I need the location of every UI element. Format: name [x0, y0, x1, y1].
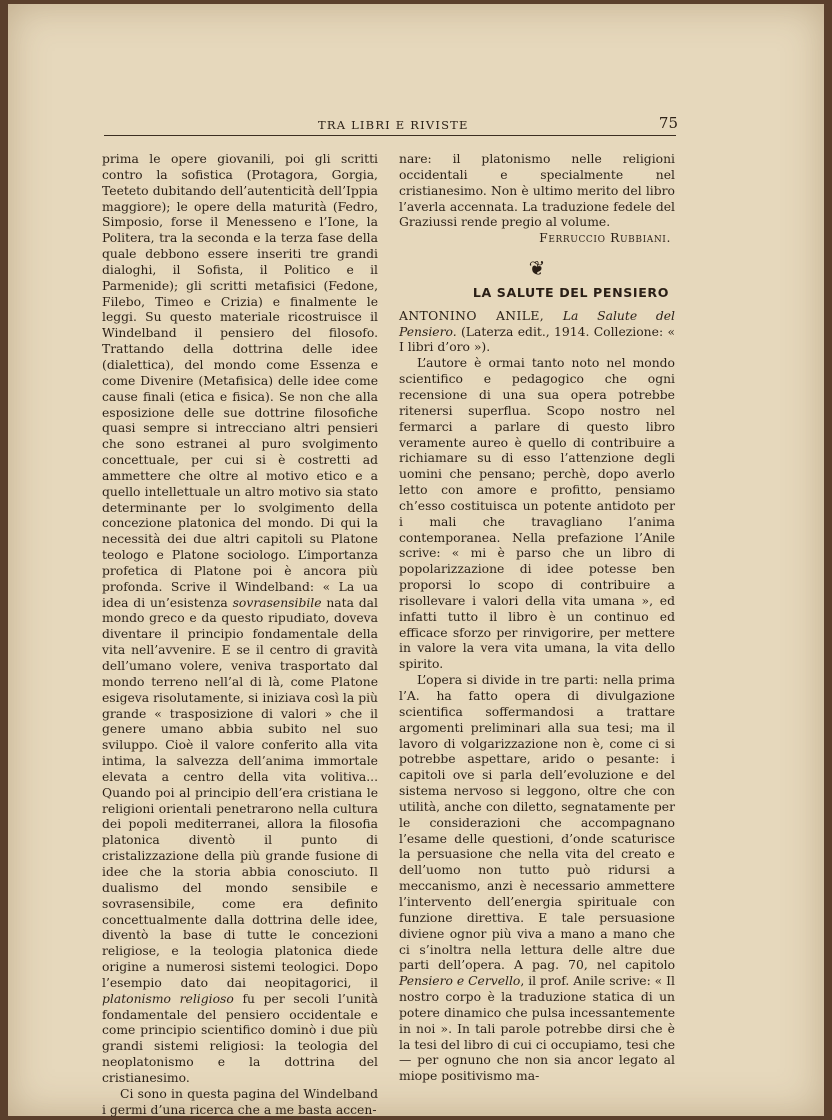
right-paragraph-2	[399, 673, 675, 1085]
page-number: 75	[658, 114, 678, 132]
header-title: TRA LIBRI E RIVISTE	[318, 118, 469, 132]
book-reference	[399, 309, 675, 357]
text-run: fu per secoli l’unità fondamentale del pensiero occidentale e come principio scientifico dominò i due più grandi sistemi religiosi: la teologia del neoplatonismo e la dottrina del cristianesimo.	[102, 991, 378, 1085]
text-run: prima le opere giovanili, poi gli scritti contro la sofistica (Protagora, Gorgia, Teeteto dubitando dell’autenticità dell’Ippia maggiore); le opere della maturità (Fedro, Simposio, forse il Menesseno e l’Ione, la Politera, tra la seconda e la terza fase della quale debbono essere inseriti tre grandi dialoghi, il Sofista, il Politico e il Parmenide); gli scritti metafisici (Fedone, Filebo, Timeo e Crizia) e finalmente le leggi. Su questo materiale ricostruisce il Windelband il pensiero del filosofo. Trattando della dottrina delle idee (dialettica), del mondo come Essenza e come Divenire (Metafisica) delle idee come cause finali (etica e fisica). Se non che alla esposizione delle sue dottrine filosofiche quasi sempre si intrecciano altri pensieri che sono estranei al puro svolgimento concettuale, per cui si è costretti ad ammettere che oltre al motivo etico e a quello intellettuale un altro motivo sia stato determinante per lo svolgimento della concezione platonica del mondo. Di qui la necessità dei due altri capitoli su Platone teologo e Platone sociologo. L’importanza profetica di Platone poi è ancora più profonda. Scrive il Windelband: « La ua idea di un’esistenza	[102, 152, 378, 610]
book-details: (Laterza edit., 1914. Collezione: « I libri d’oro »).	[399, 324, 675, 355]
italic-term: sovrasensibile	[232, 595, 322, 610]
italic-chapter-title: Pensiero e Cervello	[399, 974, 521, 989]
section-title: LA SALUTE DEL PENSIERO	[472, 284, 669, 300]
left-column	[102, 152, 378, 1118]
right-continuation: nare: il platonismo nelle religioni occidentali e specialmente nel cristianesimo. Non è ultimo merito del libro l’averla accennata. La traduzione fedele del Graziussi rende pregio al volume.	[399, 152, 675, 230]
right-paragraph-1: L’autore è ormai tanto noto nel mondo scientifico e pedagogico che ogni recensione di una sua opera potrebbe ritenersi superflua. Scopo nostro nel fermarci a parlare di questo libro veramente aureo è quello di contribuire a richiamare su di esso l’attenzione degli uomini che pensano; perchè, dopo averlo letto con amore e profitto, pensiamo ch’esso costituisca un potente antidoto per i mali che travagliano l’anima contemporanea. Nella prefazione l’Anile scrive: « mi è parso che un libro di popolarizzazione di idee potesse ben proporsi lo scopo di contribuire a risollevare i valori della vita umana », ed infatti tutto il libro è un continuo ed efficace sforzo per rinvigorire, per mettere in valore la vera vita umana, la vita dello spirito.	[399, 356, 675, 672]
italic-term: platonismo religioso	[102, 991, 234, 1006]
text-run: nata dal mondo greco e da questo ripudiato, doveva diventare il principio fondamentale della vita nell’avvenire. E se il centro di gravità dell’umano volere, veniva trasportato dal mondo terreno nell’al di là, come Platone esigeva risolutamente, si iniziava così la più grande « trasposizione di valori » che il genere umano abbia subito nel suo sviluppo. Cioè il valore conferito alla vita intima, la salvezza dell’anima immortale elevata a centro della vita volitiva... Quando poi al principio dell’era cristiana le religioni orientali penetrarono nella cultura dei popoli mediterranei, allora la filosofia platonica diventò il punto di cristalizzazione della più grande fusione di idee che la storia abbia conosciuto. Il dualismo del mondo sensibile e sovrasensibile, come era definito concettualmente dalla dottrina delle idee, diventò la base di tutte le concezioni religiose, e la teologia platonica diede origine a numerosi sistemi teologici. Dopo l’esempio dato dai neopitagorici, il	[102, 595, 378, 990]
leaf-ornament-icon: ❦	[528, 256, 546, 281]
book-title: La Salute del Pensiero.	[399, 308, 675, 339]
book-author: ANTONINO ANILE,	[399, 308, 545, 323]
text-run: L’opera si divide in tre parti: nella prima l’A. ha fatto opera di divulgazione scientifica soffermandosi a trattare argomenti preliminari alla sua tesi; ma il lavoro di volgarizzazione non è, come ci si potrebbe aspettare, arido o pesante: i capitoli ove si parla dell’evoluzione e del sistema nervoso si leggono, oltre che con utilità, anche con diletto, segnatamente per le considerazioni che accompagnano l’esame delle questioni, d’onde scaturisce la persuasione che nella vita del creato e dell’uomo non tutto può ridursi a meccanismo, anzi è necessario ammettere l’intervento dell’energia spirituale con funzione direttiva. E tale persuasione diviene ognor più viva a mano a mano che ci s’inoltra nella lettura delle altre due parti dell’opera. A pag. 70, nel capitolo	[399, 673, 675, 973]
review-signature: Ferruccio Rubbiani.	[539, 231, 671, 246]
text-run: , il prof. Anile scrive: « Il nostro corpo è la traduzione statica di un potere dinamico che pulsa incessantemente in noi ». In tali parole potrebbe dirsi che è la tesi del libro di cui ci occupiamo, tesi che — per ognuno che non sia ancor legato al miope positivismo ma-	[399, 974, 675, 1084]
book-page	[8, 4, 824, 1116]
header-rule	[104, 135, 676, 136]
right-column	[399, 152, 675, 1085]
left-paragraph-1	[102, 152, 378, 1087]
left-paragraph-2: Ci sono in questa pagina del Windelband i germi d’una ricerca che a me basta accen-	[102, 1086, 378, 1117]
